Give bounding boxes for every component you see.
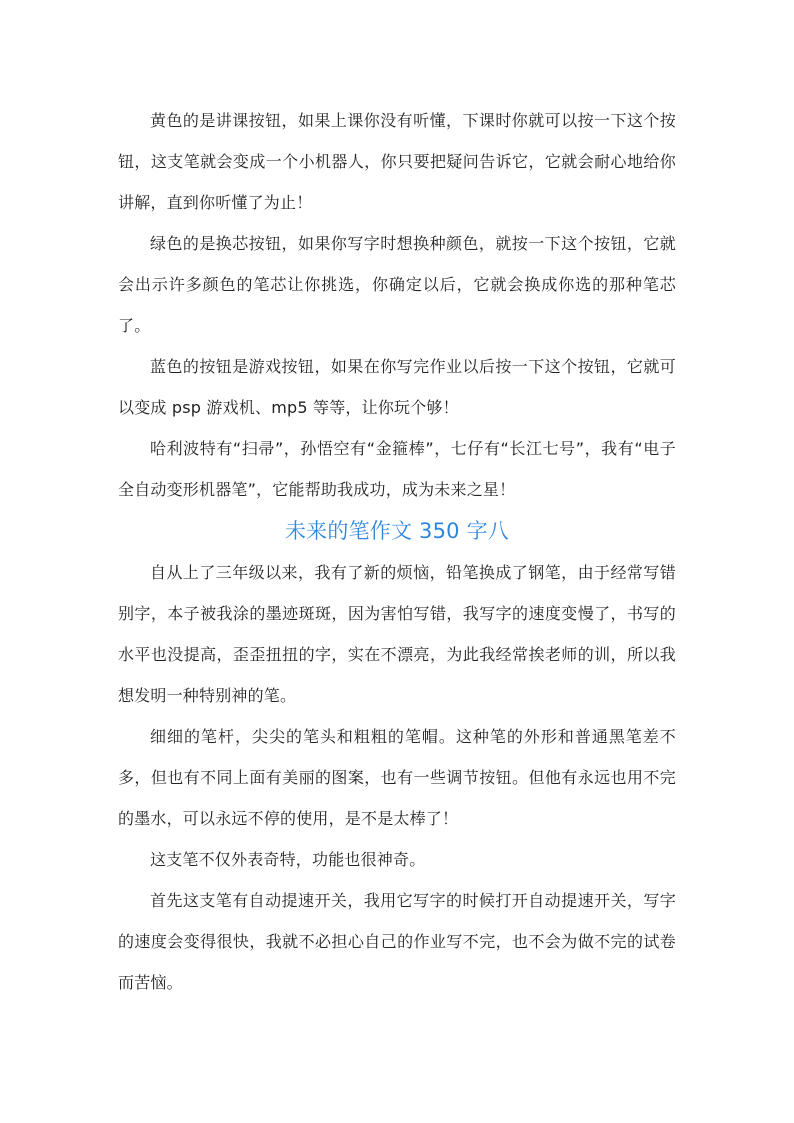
paragraph-new-worries: 自从上了三年级以来，我有了新的烦恼，铅笔换成了钢笔，由于经常写错别字，本子被我涂的墨迹斑斑，因为害怕写错，我写字的速度变慢了，书写的水平也没提高，歪歪扭扭的字，实在不漂亮，为此我经常挨老师的训，所以我想发明一种特别神的笔。 — [118, 563, 676, 705]
paragraph-pen-appearance: 细细的笔杆，尖尖的笔头和粗粗的笔帽。这种笔的外形和普通黑笔差不多，但也有不同上面有美丽的图案，也有一些调节按钮。但他有永远也用不完的墨水，可以永远不停的使用，是不是太棒了！ — [118, 727, 676, 828]
section-heading: 未来的笔作文 350 字八 — [284, 519, 510, 543]
paragraph-green-button: 绿色的是换芯按钮，如果你写字时想换种颜色，就按一下这个按钮，它就会出示许多颜色的笔芯让你挑选，你确定以后，它就会换成你选的那种笔芯了。 — [118, 234, 676, 335]
paragraph-pen-function-intro: 这支笔不仅外表奇特，功能也很神奇。 — [150, 850, 426, 869]
paragraph-blue-button: 蓝色的按钮是游戏按钮，如果在你写完作业以后按一下这个按钮，它就可以变成 psp 游戏机、mp5 等等，让你玩个够！ — [118, 357, 676, 417]
paragraph-speed-switch: 首先这支笔有自动提速开关，我用它写字的时候打开自动提速开关，写字的速度会变得很快，我就不必担心自己的作业写不完，也不会为做不完的试卷而苦恼。 — [118, 891, 676, 992]
paragraph-conclusion: 哈利波特有“扫帚”，孙悟空有“金箍棒”，七仔有“长江七号”，我有“电子全自动变形机器笔”，它能帮助我成功，成为未来之星！ — [118, 439, 676, 499]
document-body — [118, 100, 676, 1003]
paragraph-yellow-button: 黄色的是讲课按钮，如果上课你没有听懂，下课时你就可以按一下这个按钮，这支笔就会变成一个小机器人，你只要把疑问告诉它，它就会耐心地给你讲解，直到你听懂了为止！ — [118, 111, 676, 212]
